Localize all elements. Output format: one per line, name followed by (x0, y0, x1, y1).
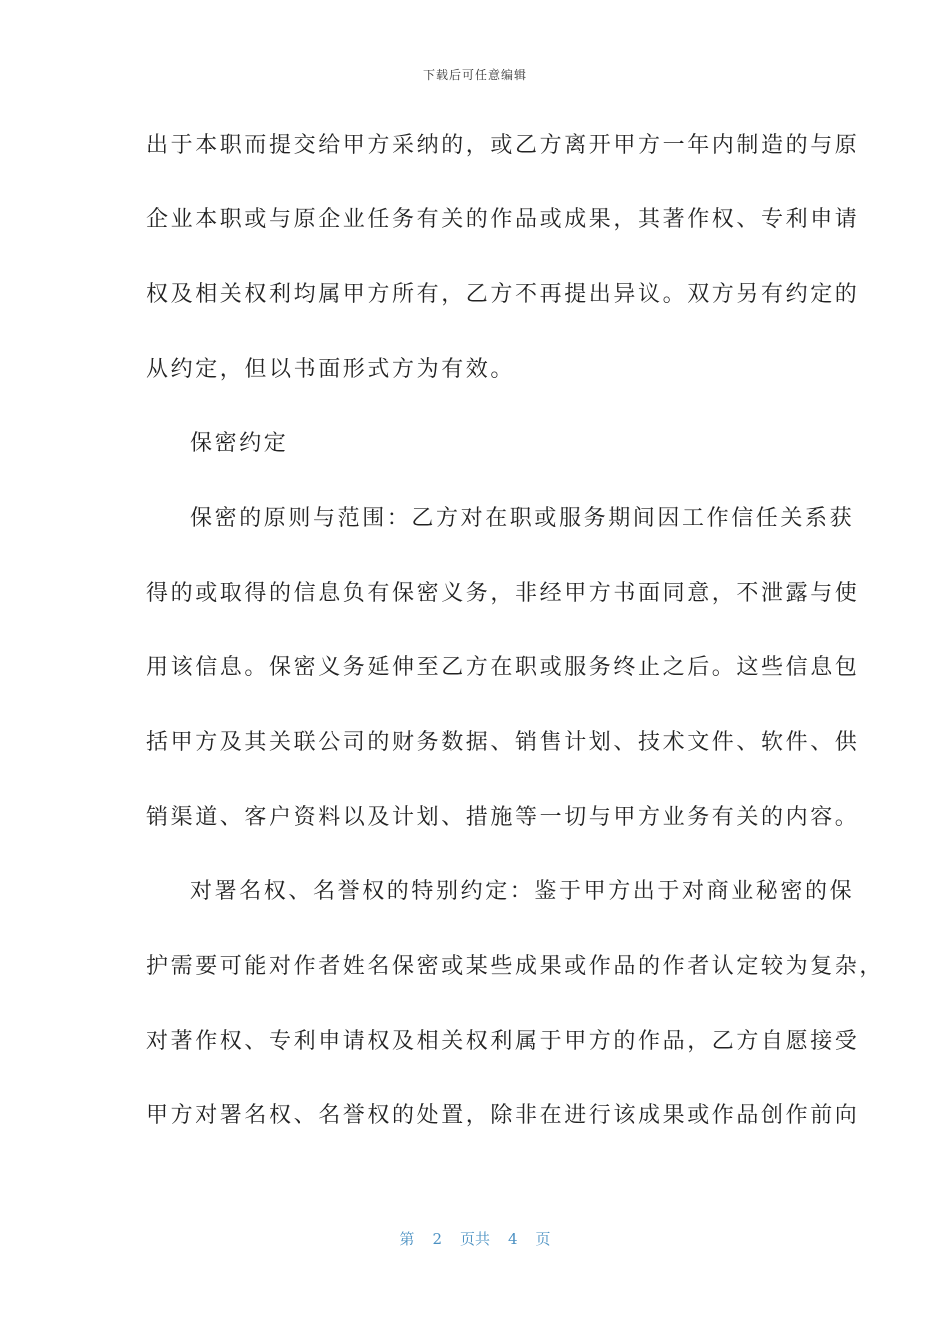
text-line: 保密的原则与范围：乙方对在职或服务期间因工作信任关系获 (190, 506, 855, 531)
text-line: 甲方对署名权、名誉权的处置，除非在进行该成果或作品创作前向 (146, 1103, 860, 1128)
text-line: 用该信息。保密义务延伸至乙方在职或服务终止之后。这些信息包 (146, 655, 860, 680)
text-line: 从约定，但以书面形式方为有效。 (146, 357, 516, 382)
text-line: 出于本职而提交给甲方采纳的，或乙方离开甲方一年内制造的与原 (146, 133, 860, 158)
text-line: 企业本职或与原企业任务有关的作品或成果，其著作权、专利申请 (146, 207, 860, 232)
page-label-suffix: 页 (535, 1230, 551, 1248)
text-line: 权及相关权利均属甲方所有，乙方不再提出异议。双方另有约定的 (146, 282, 860, 307)
text-line: 得的或取得的信息负有保密义务，非经甲方书面同意，不泄露与使 (146, 581, 860, 606)
page-label-prefix: 第 (399, 1230, 415, 1248)
page-header: 下载后可任意编辑 (422, 68, 527, 82)
total-pages-number: 4 (508, 1230, 518, 1248)
current-page-number: 2 (432, 1230, 442, 1248)
text-line: 护需要可能对作者姓名保密或某些成果或作品的作者认定较为复杂， (146, 954, 885, 979)
page-label-mid: 页共 (459, 1230, 490, 1248)
section-heading: 保密约定 (190, 431, 289, 456)
text-line: 销渠道、客户资料以及计划、措施等一切与甲方业务有关的内容。 (146, 805, 860, 830)
text-line: 括甲方及其关联公司的财务数据、销售计划、技术文件、软件、供 (146, 730, 860, 755)
page-footer (0, 1228, 950, 1249)
text-line: 对署名权、名誉权的特别约定：鉴于甲方出于对商业秘密的保 (190, 879, 855, 904)
text-line: 对著作权、专利申请权及相关权利属于甲方的作品，乙方自愿接受 (146, 1029, 860, 1054)
